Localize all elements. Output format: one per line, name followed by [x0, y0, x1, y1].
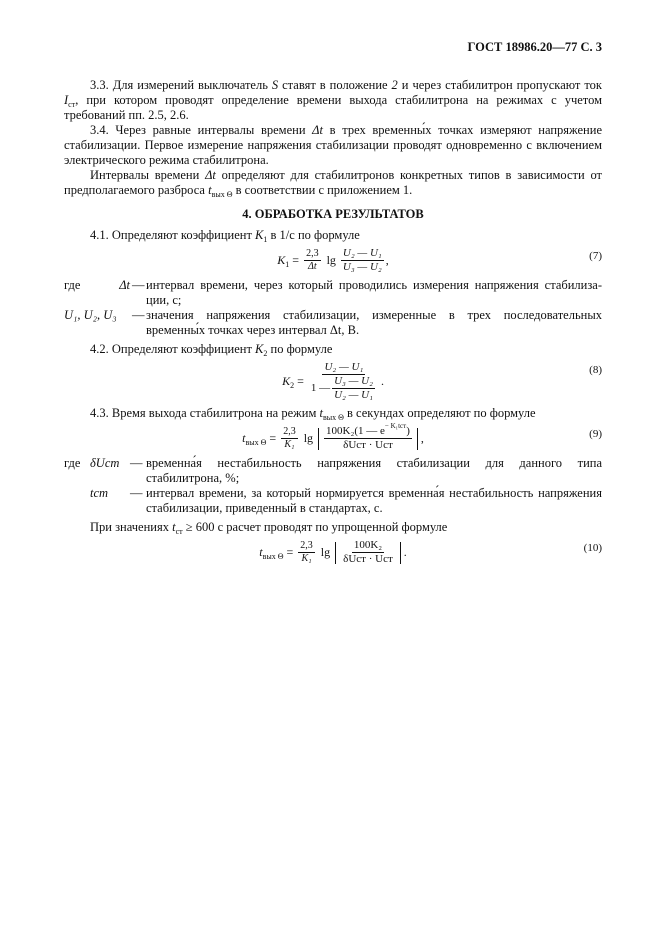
- section-title: 4. ОБРАБОТКА РЕЗУЛЬТАТОВ: [242, 207, 424, 221]
- equation-10: $t_{вых \Theta}$ = $\frac{2,3}{\text{K₁}}$ lg $\frac{\text{100K₂}}{\text{δUст · Uст}}$ . (10): [259, 539, 602, 565]
- paragraph-intervals: Интервалы времени Δt определяют для стабилитронов конкретных типов в зависимости от предполагаемого разброса $t_{вых \Theta}$ в соответствии с приложением 1.: [64, 168, 603, 199]
- document-body: [64, 78, 602, 570]
- fraction: $\frac{100K_2(1 — e^{- K_1tст})}{\text{δUст · Uст}}$: [326, 422, 410, 451]
- paragraph-simplified: При значениях $t_{ст} \ge 600$ с расчет проводят по упрощенной формуле: [90, 520, 448, 536]
- equation-7: $K_1$ = $\frac{2,3}{\Delta t}$ lg $\frac{\text{U₂ — U₁}}{\text{U₃ — U₂}}$ , (7): [277, 247, 602, 273]
- abs-bar-right: [417, 428, 418, 450]
- abs-bar-left: [318, 428, 319, 450]
- fraction: U₂ — U₁ 1 — $\frac{\text{U₃ — U₂}}{\text{U₂ — U₁}}$: [310, 361, 373, 401]
- definition-row: U₁, U₂, U₃ — значения напряжения стабилизации, измеренные в трех последовательных временны́х точках через интервал Δt, В.: [64, 308, 602, 337]
- equation-number: (10): [583, 542, 602, 554]
- fraction: $\frac{\text{U₃ — U₂}}{\text{U₂ — U₁}}$: [334, 375, 373, 401]
- abs-bar-left: [335, 542, 336, 564]
- paragraph-4-3: 4.3. Время выхода стабилитрона на режим $t_{вых \Theta}$ в секундах определяют по формуле: [90, 406, 536, 422]
- definition-row: tст — интервал времени, за который нормируется временна́я нестабильность напряжения стабилизации, приведенный в стандартах, с.: [90, 486, 602, 515]
- definition-row: где Δt — интервал времени, через который проводились измерения напряжения стабилиза-ции, с;: [64, 278, 602, 307]
- paragraph-4-1: 4.1. Определяют коэффициент $K_1$ в 1/с по формуле: [90, 228, 360, 244]
- paragraph-3-3: 3.3. Для измерений выключатель S ставят в положение 2 и через стабилитрон пропускают ток $I_{ст}$, при котором проводят определение времени выхода стабилитрона на режимах с учетом требований пп. 2.5, 2.6.: [64, 78, 602, 122]
- fraction: $\frac{\text{U₂ — U₁}}{\text{U₃ — U₂}}$: [342, 247, 382, 273]
- equation-number: (7): [589, 250, 602, 262]
- equation-9: $t_{вых \Theta}$ = $\frac{2,3}{\text{K₁}}$ lg $\frac{100K_2(1 — e^{- K_1tст})}{\text{δUст · Uст}}$ , (9): [242, 422, 602, 451]
- equation-number: (9): [589, 428, 602, 440]
- fraction: $\frac{2,3}{\text{K₁}}$: [283, 426, 296, 450]
- fraction: $\frac{2,3}{\text{K₁}}$: [300, 540, 313, 564]
- definition-row: где δUст — временна́я нестабильность напряжения стабилизации для данного типа стабилитрона, %;: [64, 456, 602, 485]
- definitions-2: [64, 456, 602, 516]
- paragraph-4-2: 4.2. Определяют коэффициент $K_2$ по формуле: [90, 342, 333, 358]
- paragraph-3-4: 3.4. Через равные интервалы времени Δt в трех временны́х точках измеряют напряжение стабилизации. Первое измерение напряжения стабилизации проводят одновременно с включением электрического режима стабилитрона.: [64, 123, 602, 167]
- definitions-1: [64, 278, 602, 338]
- page-header: ГОСТ 18986.20—77 С. 3: [467, 40, 602, 54]
- equation-number: (8): [589, 364, 602, 376]
- equation-8: $K_2$ = U₂ — U₁ 1 — $\frac{\text{U₃ — U₂}}{\text{U₂ — U₁}}$ . (8): [282, 361, 602, 401]
- abs-bar-right: [400, 542, 401, 564]
- fraction: $\frac{2,3}{\Delta t}$: [306, 248, 319, 272]
- fraction: $\frac{\text{100K₂}}{\text{δUст · Uст}}$: [343, 539, 393, 565]
